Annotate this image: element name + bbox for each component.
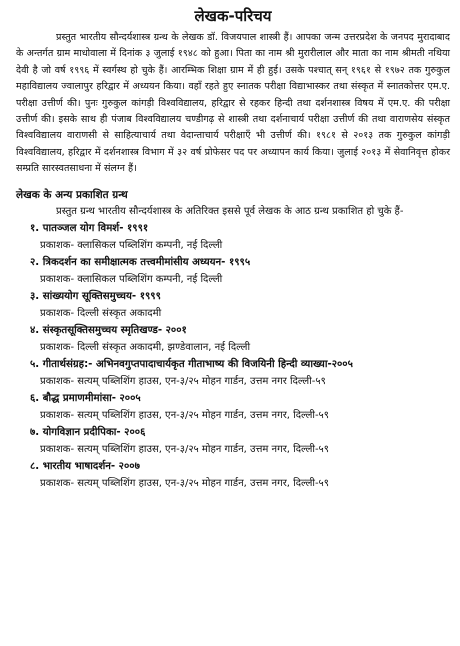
book-title [16,458,450,475]
book-title-text: सांख्ययोग सूक्तिसमुच्चय- १९९९ [42,291,161,303]
book-title [16,424,450,441]
book-title-text: भारतीय भाषादर्शन- २००७ [42,461,140,473]
book-publisher: प्रकाशक- सत्यम् पब्लिशिंग हाउस, एन-३/२५ मोहन गार्डन, उत्तम नगर, दिल्ली-५९ [40,410,329,422]
biography-paragraph: प्रस्तुत भारतीय सौन्दर्यशास्त्र ग्रन्थ के लेखक डॉ. विजयपाल शास्त्री हैं। आपका जन्म उत्तरप्रदेश के जनपद मुरादाबाद के अन्तर्गत ग्राम माधोवाला में दिनांक ३ जुलाई १९४८ को हुआ। पिता का नाम श्री मुरारीलाल और माता का नाम श्रीमती नथिया देवी है जो वर्ष १९९६ में स्वर्गस्थ हो चुके हैं। आरम्भिक शिक्षा ग्राम में ही हुई। उसके पश्चात् सन् १९६१ से १९७२ तक गुरुकुल महाविद्यालय ज्वालापुर हरिद्वार में अध्ययन किया। वहाँ रहते हुए स्नातक परीक्षा विद्याभास्कर तथा संस्कृत में स्नातकोत्तर एम.ए. परीक्षा उत्तीर्ण की। पुनः गुरुकुल कांगड़ी विश्वविद्यालय, हरिद्वार से रहकर हिन्दी तथा दर्शनशास्त्र विषय में एम.ए. की परीक्षा उत्तीर्ण की। इसके साथ ही पंजाब विश्वविद्यालय चण्डीगढ़ से शास्त्री तथा दर्शनाचार्य परीक्षा उत्तीर्ण की तथा वाराणसेय संस्कृत विश्वविद्यालय वाराणसी से साहित्याचार्य तथा वेदान्ताचार्य परीक्षाएँ भी उत्तीर्ण की। १९८१ से २०१३ तक गुरुकुल कांगड़ी विश्वविद्यालय, हरिद्वार में दर्शनशास्त्र विभाग में ३२ वर्ष प्रोफेसर पद पर अध्यापन कार्य किया। जुलाई २०१३ में सेवानिवृत्त होकर सम्प्रति सारस्वतसाधना में संलग्न हैं। [16,32,450,175]
book-list [16,220,450,492]
book-item [16,424,450,458]
book-title [16,322,450,339]
book-number: ७. [30,427,40,439]
page-title: लेखक-परिचय [194,7,272,25]
book-item [16,254,450,288]
book-title-text: त्रिकदर्शन का समीक्षात्मक तत्त्वमीमांसीय अध्ययन- १९९५ [42,257,251,269]
book-publisher: प्रकाशक- सत्यम् पब्लिशिंग हाउस, एन-३/२५ मोहन गार्डन, उत्तम नगर, दिल्ली-५९ [40,478,329,490]
book-number: ५. [30,359,40,371]
book-item [16,288,450,322]
book-title [16,390,450,407]
author-biography [16,30,450,178]
book-item [16,458,450,492]
book-title-text: योगविज्ञान प्रदीपिका- २००६ [42,427,146,439]
book-number: ३. [30,291,40,303]
book-publisher: प्रकाशक- दिल्ली संस्कृत अकादमी [40,308,162,320]
book-title-text: बौद्ध प्रमाणमीमांसा- २००५ [42,393,141,405]
book-number: २. [30,257,40,269]
book-title [16,254,450,271]
book-title-text: पातञ्जल योग विमर्श- १९९१ [42,223,149,235]
book-title-text: गीतार्थसंग्रह:- अभिनवगुप्तपादाचार्यकृत गीताभाष्य की विजयिनी हिन्दी व्याख्या-२००५ [42,359,353,371]
other-books-intro: प्रस्तुत ग्रन्थ भारतीय सौन्दर्यशास्त्र के अतिरिक्त इससे पूर्व लेखक के आठ ग्रन्थ प्रकाशित हो चुके हैं- [56,205,404,217]
book-title-text: संस्कृतसूक्तिसमुच्चय स्मृतिखण्ड- २००१ [42,325,187,337]
book-item [16,322,450,356]
other-books-heading: लेखक के अन्य प्रकाशित ग्रन्थ [16,188,128,201]
book-title [16,220,450,237]
book-title [16,288,450,305]
book-publisher: प्रकाशक- सत्यम् पब्लिशिंग हाउस, एन-३/२५ मोहन गार्डन, उत्तम नगर, दिल्ली-५९ [40,444,329,456]
book-title [16,356,450,373]
book-publisher: प्रकाशक- क्लासिकल पब्लिशिंग कम्पनी, नई दिल्ली [40,274,223,286]
book-publisher: प्रकाशक- दिल्ली संस्कृत अकादमी, झण्डेवालान, नई दिल्ली [40,342,251,354]
book-item [16,390,450,424]
book-number: ८. [30,461,40,473]
book-publisher: प्रकाशक- क्लासिकल पब्लिशिंग कम्पनी, नई दिल्ली [40,240,223,252]
book-number: १. [30,223,40,235]
book-publisher: प्रकाशक- सत्यम् पब्लिशिंग हाउस, एन-३/२५ मोहन गार्डन, उत्तम नगर दिल्ली-५९ [40,376,326,388]
book-number: ४. [30,325,40,337]
book-number: ६. [30,393,40,405]
book-item [16,356,450,390]
book-item [16,220,450,254]
